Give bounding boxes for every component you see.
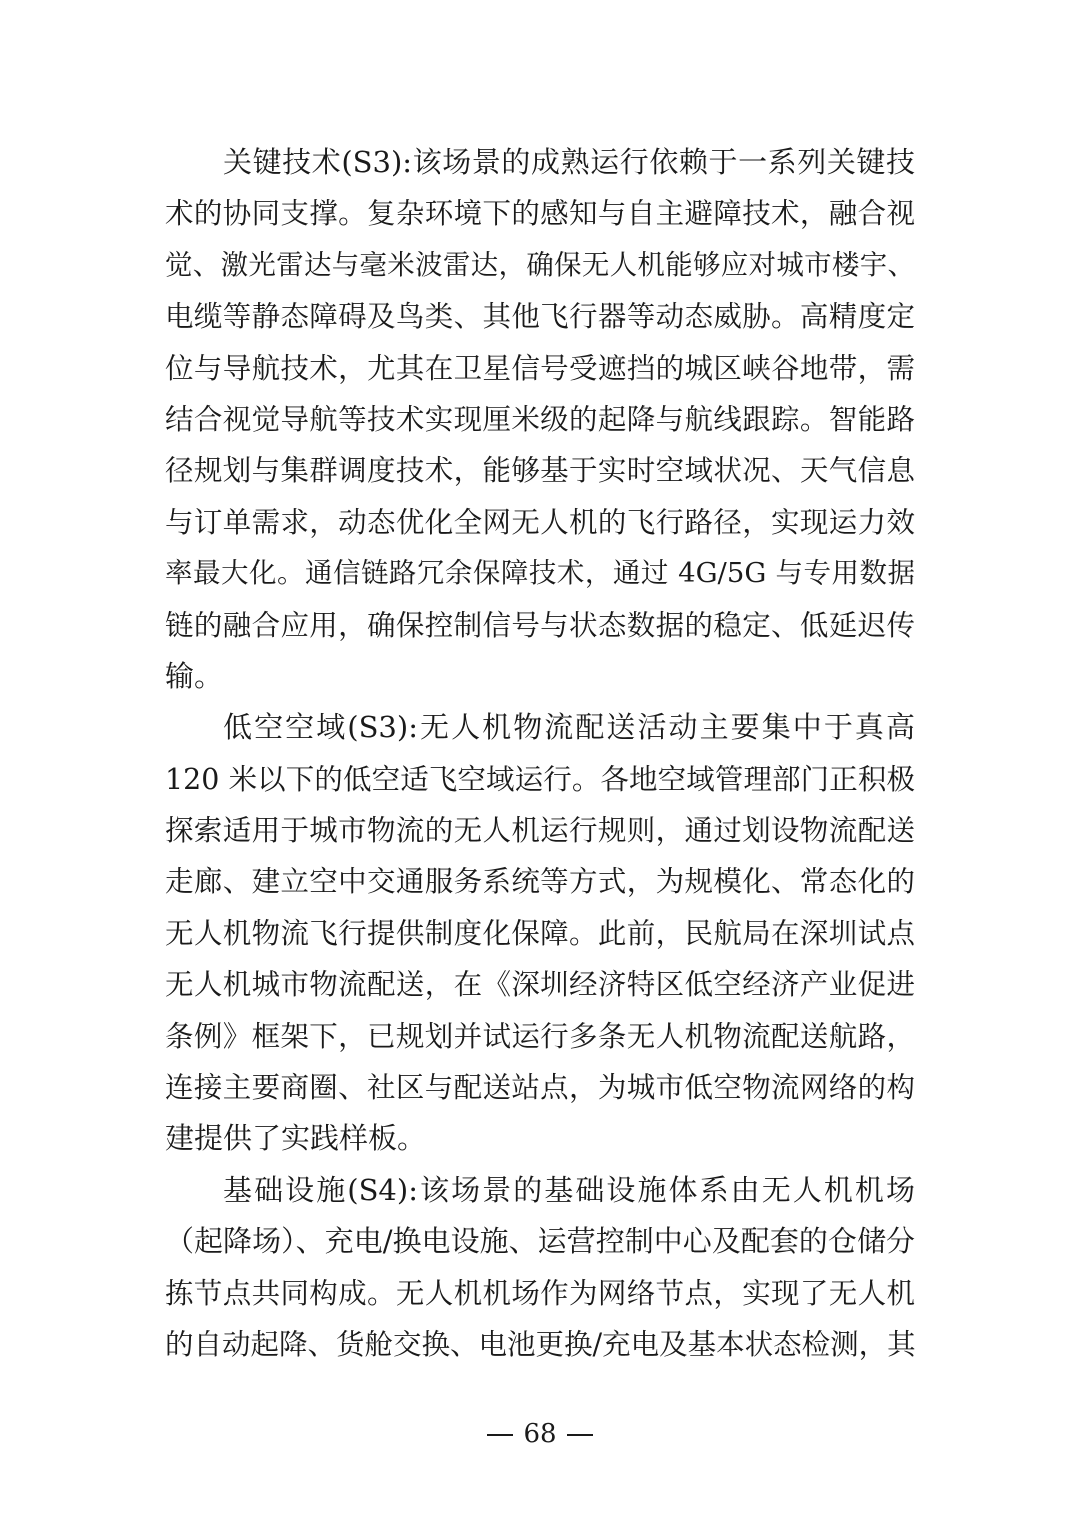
footer-dash-right <box>567 1434 593 1436</box>
text-line: 探索适用于城市物流的无人机运行规则，通过划设物流配送 <box>165 814 915 848</box>
text-line: 低空空域(S3):无人机物流配送活动主要集中于真高 <box>223 710 915 745</box>
page-number: 68 <box>523 1419 557 1449</box>
text-line: 觉、激光雷达与毫米波雷达，确保无人机能够应对城市楼宇、 <box>165 248 915 281</box>
text-line: 条例》框架下，已规划并试运行多条无人机物流配送航路， <box>165 1019 915 1053</box>
paragraph-key-technology <box>165 137 915 702</box>
text-line: （起降场）、充电/换电设施、运营控制中心及配套的仓储分 <box>165 1224 915 1259</box>
text-line: 电缆等静态障碍及鸟类、其他飞行器等动态威胁。高精度定 <box>165 300 915 334</box>
text-line: 的自动起降、货舱交换、电池更换/充电及基本状态检测，其 <box>165 1327 916 1361</box>
text-line: 基础设施(S4):该场景的基础设施体系由无人机机场 <box>223 1172 915 1207</box>
text-line: 率最大化。通信链路冗余保障技术，通过 4G/5G 与专用数据 <box>165 557 915 590</box>
body-text <box>165 137 915 1370</box>
text-line: 与订单需求，动态优化全网无人机的飞行路径，实现运力效 <box>165 505 915 539</box>
text-line: 结合视觉导航等技术实现厘米级的起降与航线跟踪。智能路 <box>165 402 915 436</box>
text-line: 连接主要商圈、社区与配送站点，为城市低空物流网络的构 <box>165 1071 915 1105</box>
page-footer <box>0 1414 1080 1454</box>
text-line: 径规划与集群调度技术，能够基于实时空域状况、天气信息 <box>165 454 915 488</box>
text-line: 关键技术(S3):该场景的成熟运行依赖于一系列关键技 <box>223 145 915 179</box>
text-line: 链的融合应用，确保控制信号与状态数据的稳定、低延迟传 <box>165 608 915 642</box>
paragraph-low-altitude-airspace <box>165 702 915 1165</box>
text-line: 输。 <box>165 658 224 693</box>
text-line: 走廊、建立空中交通服务系统等方式，为规模化、常态化的 <box>165 865 915 899</box>
text-line: 120 米以下的低空适飞空域运行。各地空域管理部门正积极 <box>165 762 915 796</box>
footer-dash-left <box>487 1434 513 1436</box>
text-line: 无人机城市物流配送，在《深圳经济特区低空经济产业促进 <box>165 968 915 1002</box>
text-line: 拣节点共同构成。无人机机场作为网络节点，实现了无人机 <box>165 1276 915 1310</box>
text-line: 术的协同支撑。复杂环境下的感知与自主避障技术，融合视 <box>165 197 915 231</box>
text-line: 建提供了实践样板。 <box>165 1121 427 1156</box>
text-line: 位与导航技术，尤其在卫星信号受遮挡的城区峡谷地带，需 <box>165 351 915 385</box>
paragraph-infrastructure <box>165 1165 915 1371</box>
text-line: 无人机物流飞行提供制度化保障。此前，民航局在深圳试点 <box>165 916 915 950</box>
